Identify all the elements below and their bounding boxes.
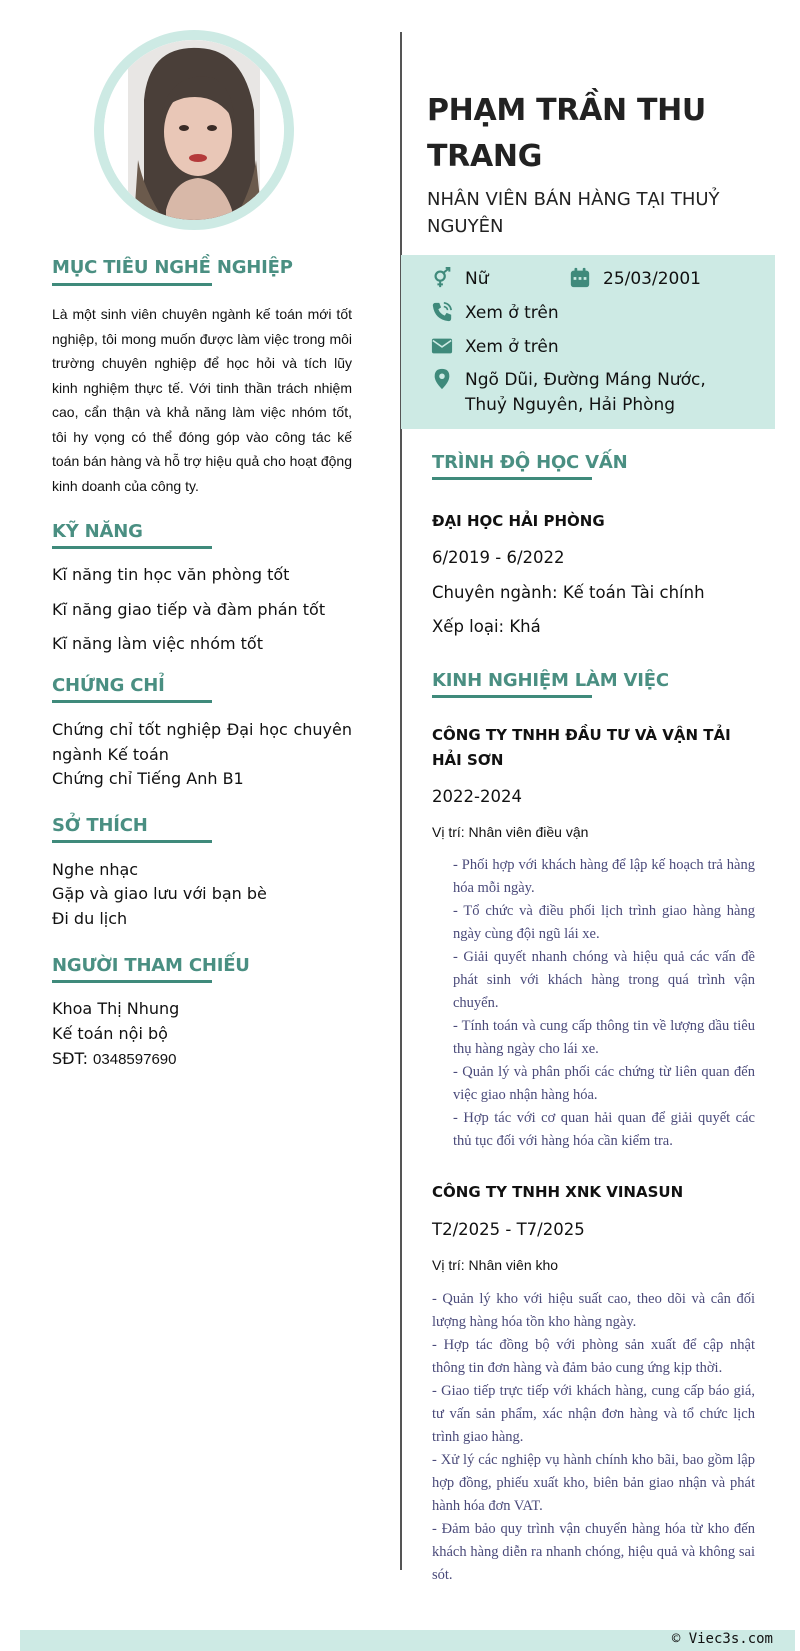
phone-icon	[431, 301, 453, 323]
job-duty: - Tính toán và cung cấp thông tin về lượng dầu tiêu thụ hàng ngày cho lái xe.	[453, 1018, 755, 1057]
avatar	[104, 40, 284, 220]
experience-underline	[432, 695, 592, 698]
job-company: CÔNG TY TNHH XNK VINASUN	[432, 1183, 684, 1201]
job-duty: - Hợp tác với cơ quan hải quan để giải quyết các thủ tục đối với hàng hóa cần kiểm tra.	[453, 1110, 755, 1149]
footer-credit: © Viec3s.com	[671, 1631, 773, 1647]
birthdate-value: 25/03/2001	[603, 269, 701, 289]
job-duty: - Phối hợp với khách hàng để lập kế hoạch trả hàng hóa mỗi ngày.	[453, 857, 755, 896]
education-period: 6/2019 - 6/2022	[432, 548, 565, 567]
skills-underline	[52, 546, 212, 549]
email-row	[431, 335, 559, 360]
job-role: Vị trí: Nhân viên điều vận	[432, 824, 589, 840]
education-underline	[432, 477, 592, 480]
education-title: TRÌNH ĐỘ HỌC VẤN	[432, 452, 628, 473]
address-row	[431, 368, 751, 418]
calendar-icon	[569, 267, 591, 289]
job-duty: - Quản lý kho với hiệu suất cao, theo dõi và cân đối lượng hàng hóa tồn kho hàng ngày.	[432, 1291, 755, 1330]
skill-item: Kĩ năng giao tiếp và đàm phán tốt	[52, 600, 326, 619]
job-duty: - Quản lý và phân phối các chứng từ liên quan đến việc giao nhận hàng hóa.	[453, 1064, 755, 1103]
phone-row	[431, 301, 559, 326]
contact-info-panel	[401, 255, 775, 429]
reference-phone	[52, 1049, 176, 1068]
references-title: NGƯỜI THAM CHIẾU	[52, 955, 250, 976]
education-rank: Xếp loại: Khá	[432, 617, 541, 636]
job-duty: - Giao tiếp trực tiếp với khách hàng, cung cấp báo giá, tư vấn sản phẩm, xác nhận đơn hàng và tổ chức lịch trình giao hàng.	[432, 1383, 755, 1445]
phone-value: Xem ở trên	[465, 303, 559, 323]
certificates-title: CHỨNG CHỈ	[52, 675, 165, 696]
footer-bar	[20, 1630, 795, 1651]
envelope-icon	[431, 335, 453, 357]
job-duty: - Tổ chức và điều phối lịch trình giao hàng hàng ngày cùng đội ngũ lái xe.	[453, 903, 755, 942]
education-school: ĐẠI HỌC HẢI PHÒNG	[432, 512, 605, 530]
hobbies-title: SỞ THÍCH	[52, 815, 148, 836]
candidate-position: NHÂN VIÊN BÁN HÀNG TẠI THUỶ NGUYÊN	[427, 189, 720, 237]
email-value: Xem ở trên	[465, 337, 559, 357]
skill-item: Kĩ năng tin học văn phòng tốt	[52, 565, 290, 584]
certificate-item: Chứng chỉ tốt nghiệp Đại học chuyên ngành Kế toán	[52, 720, 352, 764]
job-period: T2/2025 - T7/2025	[432, 1220, 585, 1239]
skills-title: KỸ NĂNG	[52, 521, 143, 542]
references-underline	[52, 980, 212, 983]
location-pin-icon	[431, 368, 453, 390]
objective-text: Là một sinh viên chuyên ngành kế toán mới tốt nghiệp, tôi mong muốn được làm việc trong môi trường chuyên nghiệp để học hỏi và tích lũy kinh nghiệm thực tế. Với tinh thần trách nhiệm cao, cẩn thận và khả năng làm việc nhóm tốt, tôi hy vọng có thể đóng góp vào công tác kế toán bán hàng và hỗ trợ hiệu quả cho hoạt động kinh doanh của công ty.	[52, 306, 352, 494]
gender-icon	[431, 267, 453, 289]
objective-title: MỤC TIÊU NGHỀ NGHIỆP	[52, 257, 293, 278]
objective-underline	[52, 283, 212, 286]
experience-title: KINH NGHIỆM LÀM VIỆC	[432, 670, 669, 691]
candidate-name: PHẠM TRẦN THU TRANG	[427, 93, 706, 174]
job-role: Vị trí: Nhân viên kho	[432, 1257, 559, 1273]
job-duty: - Hợp tác đồng bộ với phòng sản xuất để cập nhật thông tin đơn hàng và đảm bảo cung ứng kịp thời.	[432, 1337, 755, 1376]
job-period: 2022-2024	[432, 787, 522, 806]
reference-role: Kế toán nội bộ	[52, 1024, 168, 1043]
gender-value: Nữ	[465, 269, 489, 289]
hobbies-underline	[52, 840, 212, 843]
birthdate-row	[569, 267, 701, 292]
reference-name: Khoa Thị Nhung	[52, 999, 180, 1018]
job-company: CÔNG TY TNHH ĐẦU TƯ VÀ VẬN TẢI HẢI SƠN	[432, 726, 731, 769]
education-major: Chuyên ngành: Kế toán Tài chính	[432, 583, 705, 602]
hobby-item: Gặp và giao lưu với bạn bè	[52, 884, 267, 903]
job-duty: - Giải quyết nhanh chóng và hiệu quả các vấn đề phát sinh với khách hàng trong quá trình vận chuyển.	[453, 949, 755, 1011]
job-duty: - Xử lý các nghiệp vụ hành chính kho bãi, bao gồm lập hợp đồng, phiếu xuất kho, biên bản giao nhận và phát hành hóa đơn VAT.	[432, 1452, 755, 1514]
job-duty: - Đảm bảo quy trình vận chuyển hàng hóa từ kho đến khách hàng diễn ra nhanh chóng, hiệu quả và không sai sót.	[432, 1521, 755, 1583]
reference-phone-label: SĐT:	[52, 1049, 94, 1068]
avatar-ring	[94, 30, 294, 230]
hobby-item: Nghe nhạc	[52, 860, 139, 879]
reference-phone-number: 0348597690	[93, 1051, 177, 1068]
gender-row	[431, 267, 489, 292]
skill-item: Kĩ năng làm việc nhóm tốt	[52, 634, 263, 653]
hobby-item: Đi du lịch	[52, 909, 128, 928]
address-value: Ngõ Dũi, Đường Máng Nước, Thuỷ Nguyên, Hải Phòng	[465, 370, 706, 415]
certificates-underline	[52, 700, 212, 703]
certificate-item: Chứng chỉ Tiếng Anh B1	[52, 769, 244, 788]
